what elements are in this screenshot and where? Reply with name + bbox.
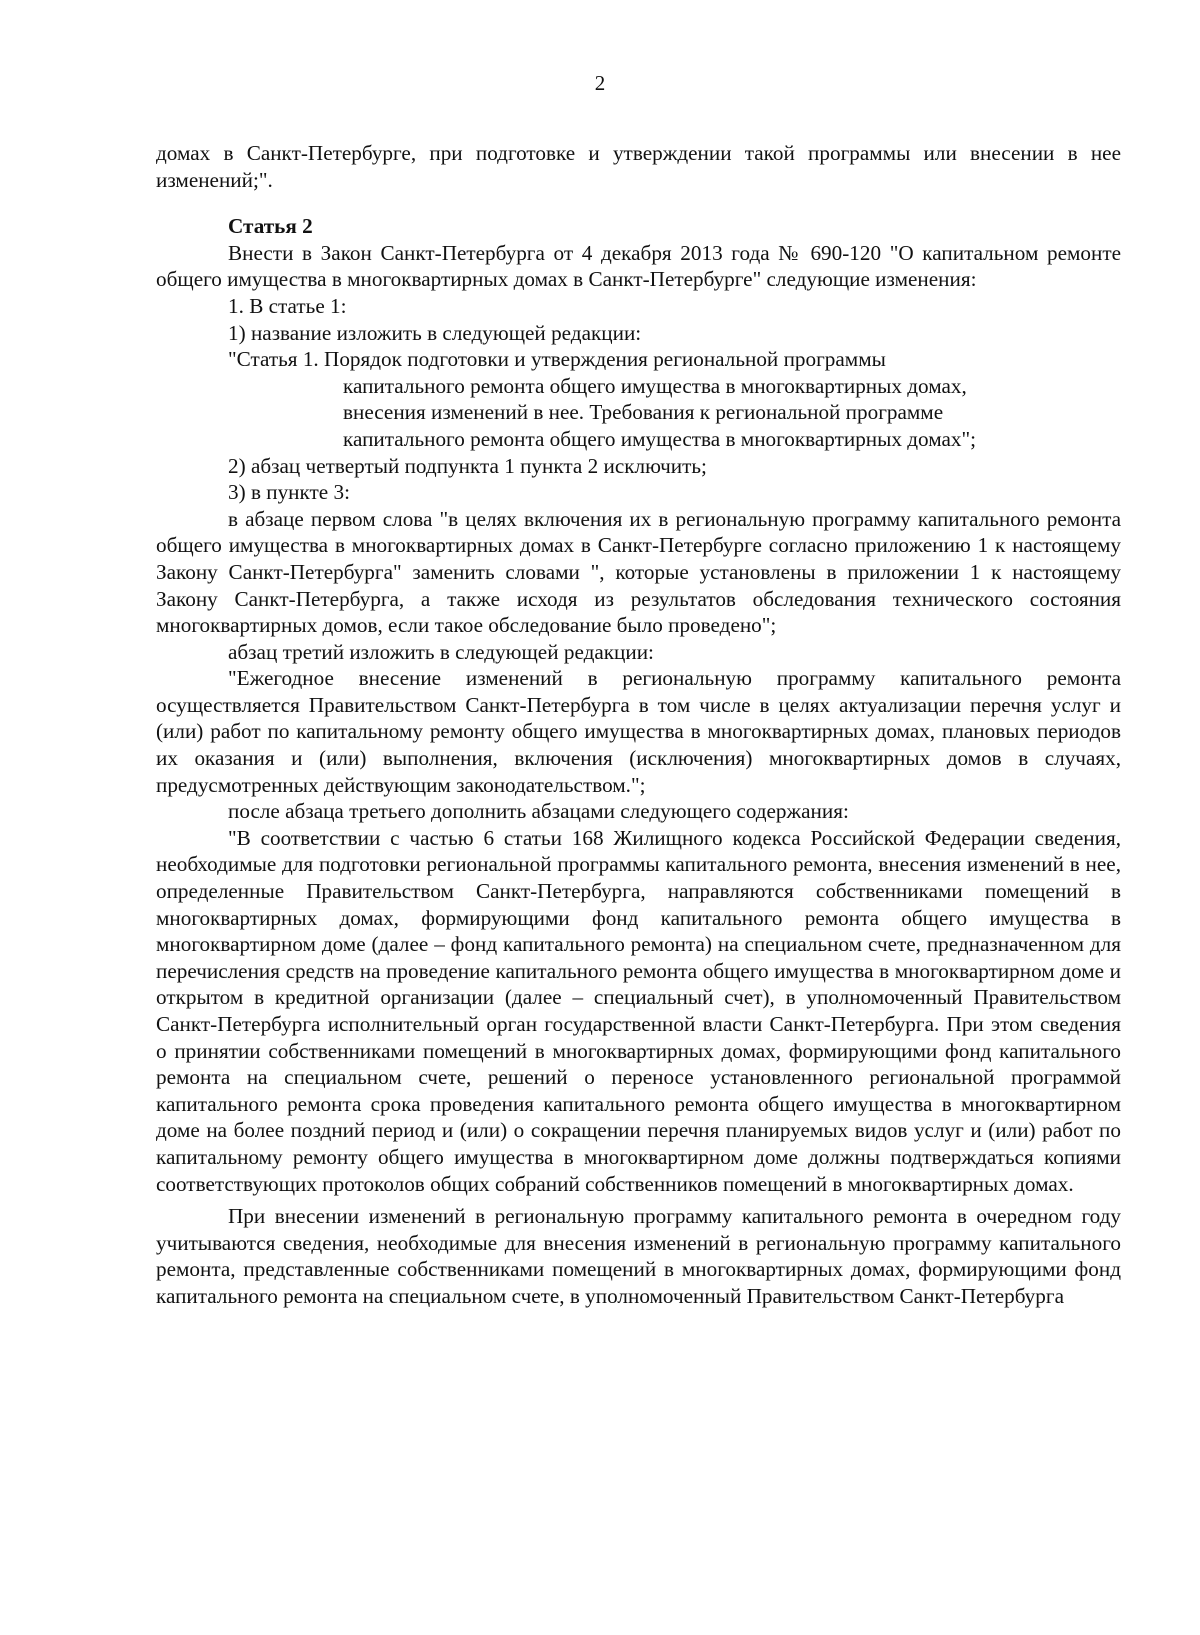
article-heading: Статья 2 bbox=[228, 214, 313, 239]
paragraph-when-changing: При внесении изменений в региональную программу капитального ремонта в очередном году учитываются сведения, необходимые для внесения изменений в региональную программу капитального ремонта, представленные собственниками помещений в многоквартирных домах, формирующими фонд капитального ремонта на специальном счете, в уполномоченный Правительством Санкт-Петербурга bbox=[156, 1204, 1121, 1308]
item-1: 1. В статье 1: bbox=[228, 293, 347, 318]
subitem-3: 3) в пункте 3: bbox=[228, 480, 350, 505]
paragraph-after-third: после абзаца третьего дополнить абзацами следующего содержания: bbox=[228, 799, 849, 824]
paragraph-first-words: в абзаце первом слова "в целях включения их в региональную программу капитального ремонта общего имущества в многоквартирных домах в Санкт-Петербурге согласно приложению 1 к настоящему Закону Санкт-Петербурга" заменить словами ", которые установлены в приложении 1 к настоящему Закону Санкт-Петербурга, а также исходя из результатов обследования технического состояния многоквартирных домов, если такое обследование было проведено"; bbox=[156, 506, 1121, 638]
subitem-2: 2) абзац четвертый подпункта 1 пункта 2 исключить; bbox=[228, 453, 707, 478]
paragraph-third-intro: абзац третий изложить в следующей редакции: bbox=[228, 639, 654, 664]
paragraph-accordance: "В соответствии с частью 6 статьи 168 Жилищного кодекса Российской Федерации сведения, необходимые для подготовки региональной программы капитального ремонта, внесения изменений в нее, определенные Правительством Санкт-Петербурга, направляются собственниками помещений в многоквартирных домах, формирующими фонд капитального ремонта общего имущества в многоквартирном доме (далее – фонд капитального ремонта) на специальном счете, предназначенном для перечисления средств на проведение капитального ремонта общего имущества в многоквартирном доме и открытом в кредитной организации (далее – специальный счет), в уполномоченный Правительством Санкт-Петербурга исполнительный орган государственной власти Санкт-Петербурга. При этом сведения о принятии собственниками помещений в многоквартирных домах, формирующими фонд капитального ремонта на специальном счете, решений о переносе установленного региональной программой капитального ремонта срока проведения капитального ремонта общего имущества в многоквартирном доме на более поздний период и (или) о сокращении перечня планируемых видов услуг и (или) работ по капитальному ремонту общего имущества в многоквартирном доме должны подтверждаться копиями соответствующих протоколов общих собраний собственников помещений в многоквартирных домах. bbox=[156, 825, 1121, 1196]
intro-paragraph: домах в Санкт-Петербурге, при подготовке и утверждении такой программы или внесении в нее изменений;". bbox=[156, 141, 1121, 192]
subitem-1: 1) название изложить в следующей редакции: bbox=[228, 320, 642, 345]
article-intro: Внести в Закон Санкт-Петербурга от 4 декабря 2013 года № 690-120 "О капитальном ремонте общего имущества в многоквартирных домах в Санкт-Петербурге" следующие изменения: bbox=[156, 240, 1121, 292]
title-line-2: капитального ремонта общего имущества в многоквартирных домах, bbox=[343, 373, 967, 398]
paragraph-annual-changes: "Ежегодное внесение изменений в региональную программу капитального ремонта осуществляется Правительством Санкт-Петербурга в том числе в целях актуализации перечня услуг и (или) работ по капитальному ремонту общего имущества в многоквартирных домах, плановых периодов их оказания и (или) выполнения, включения (исключения) многоквартирных домов в случаях, предусмотренных действующим законодательством."; bbox=[156, 666, 1121, 797]
title-line-3: внесения изменений в нее. Требования к региональной программе bbox=[343, 400, 944, 425]
document-body bbox=[156, 140, 1121, 1310]
title-line-4: капитального ремонта общего имущества в многоквартирных домах"; bbox=[343, 426, 977, 451]
title-line-1: "Статья 1. Порядок подготовки и утверждения региональной программы bbox=[228, 347, 886, 372]
page-number: 2 bbox=[594, 71, 606, 95]
